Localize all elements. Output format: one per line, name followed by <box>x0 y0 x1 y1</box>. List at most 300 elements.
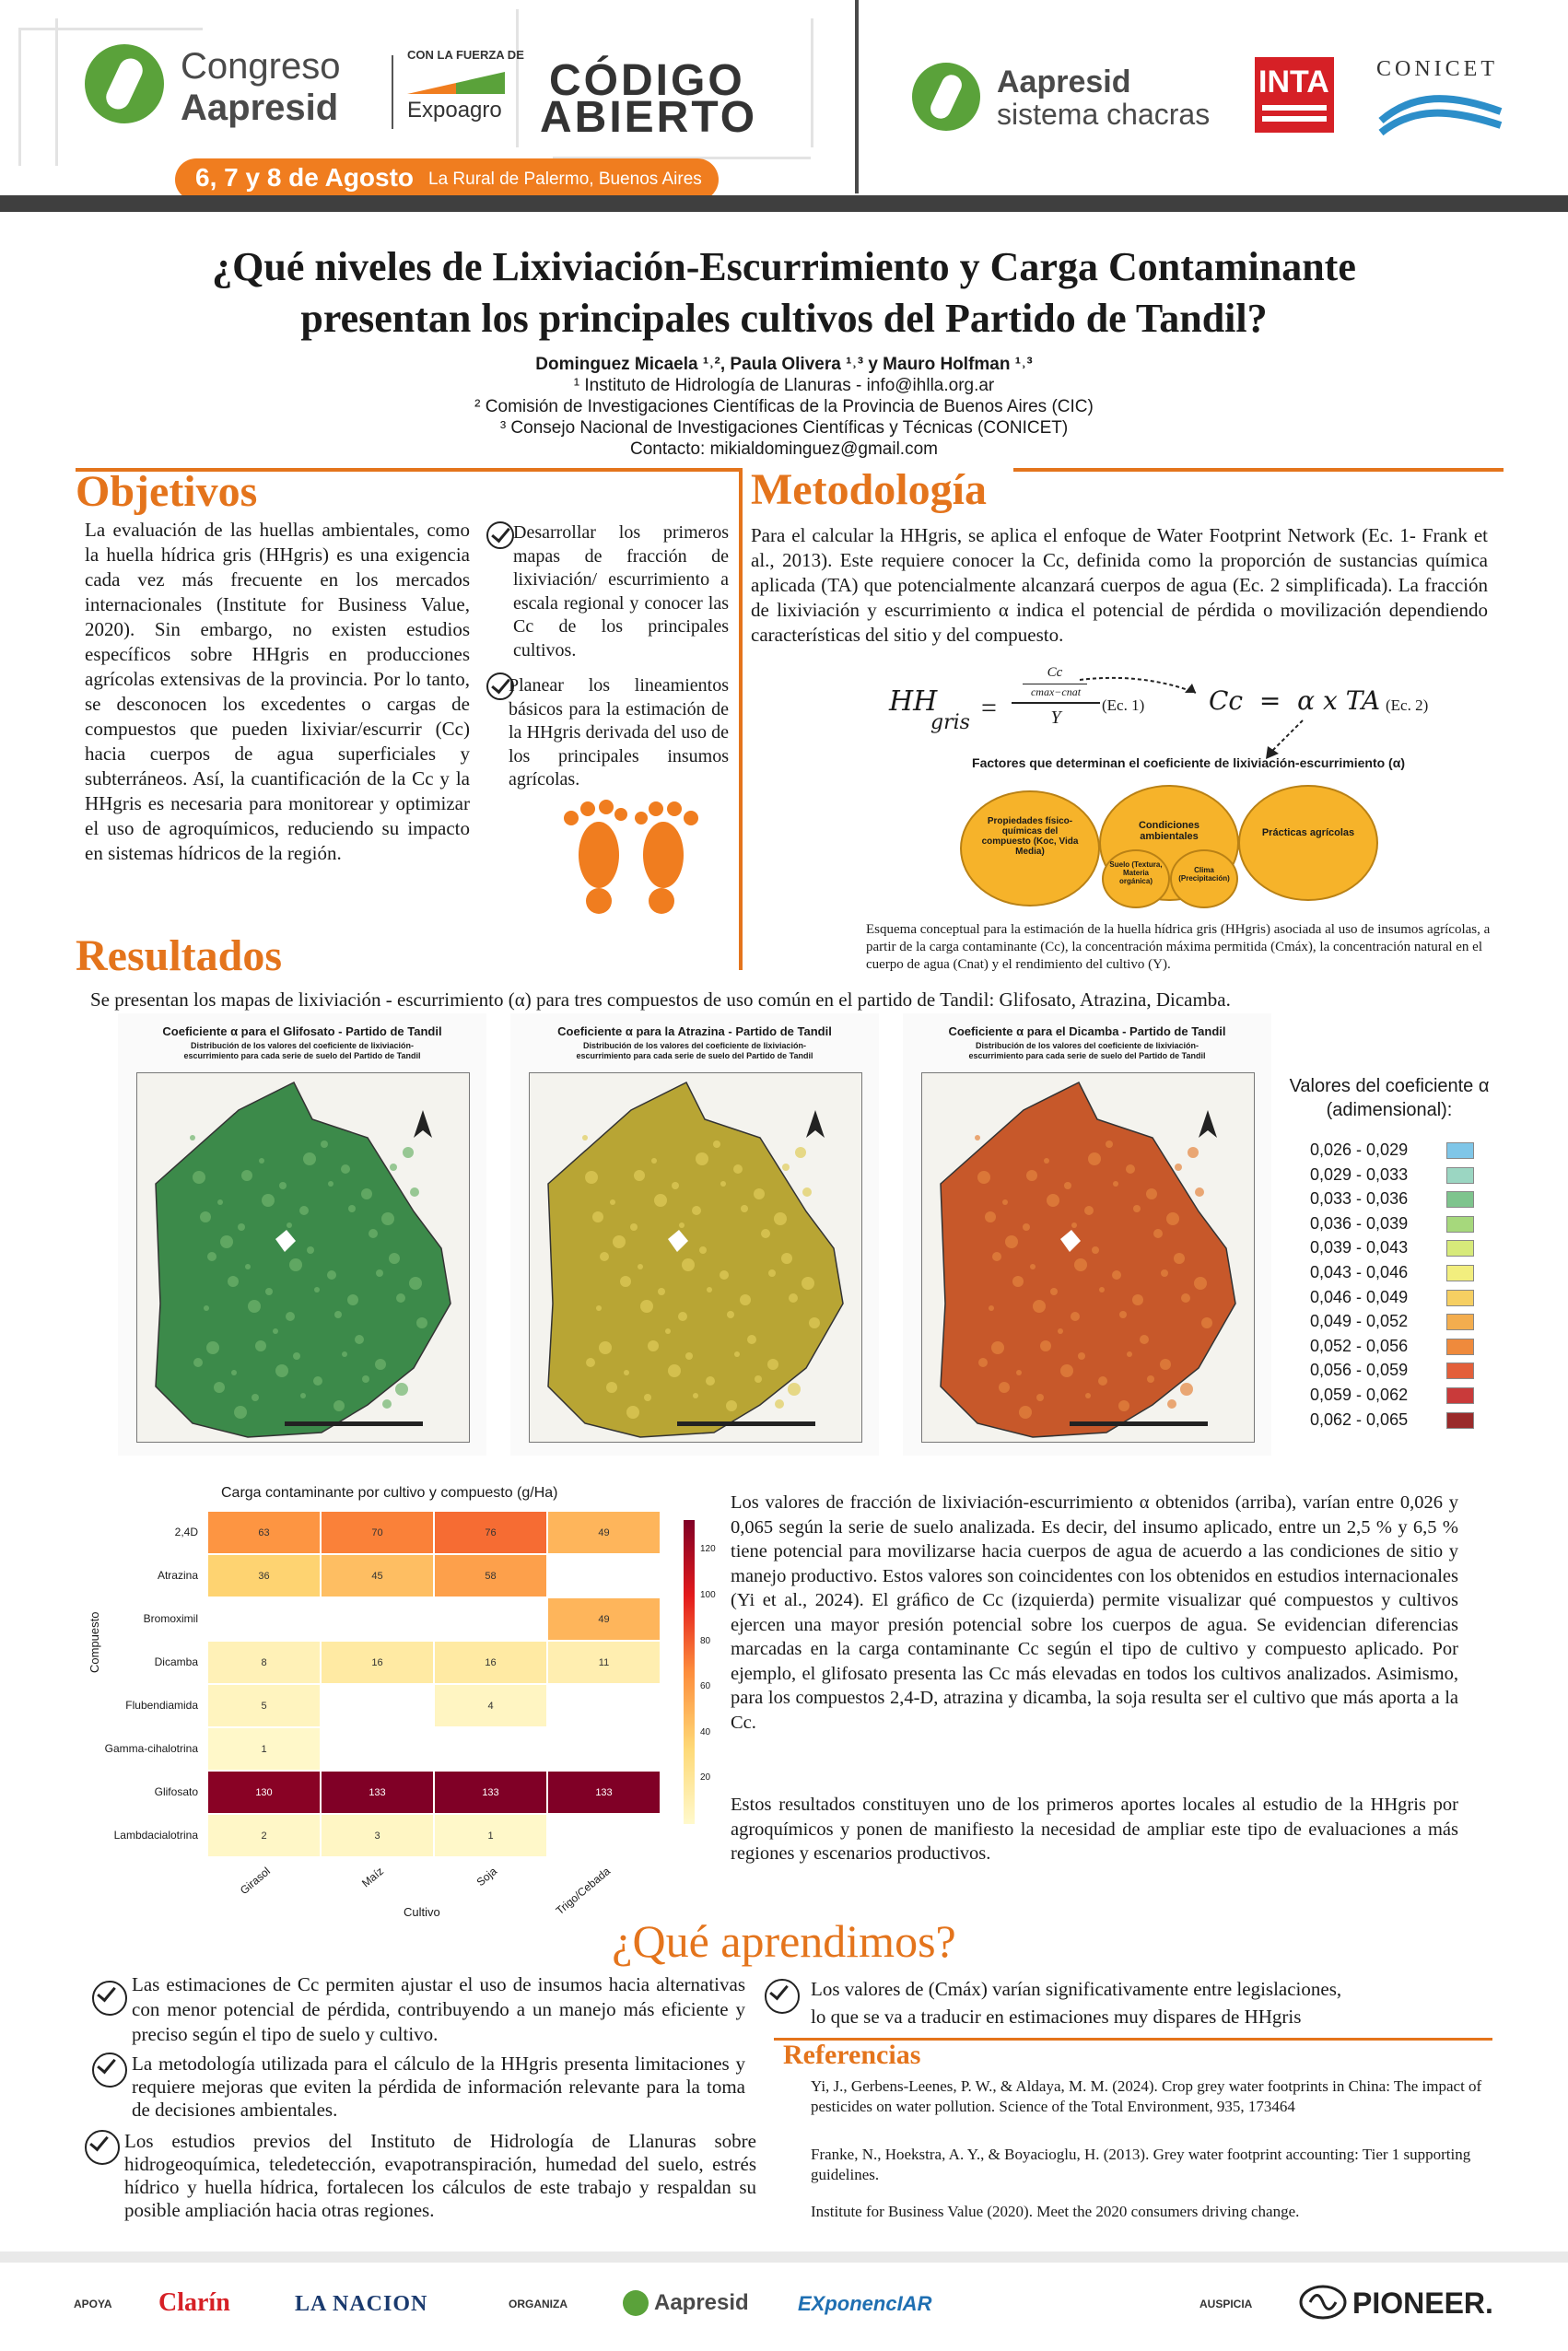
aapresid-text: Aapresid <box>181 88 339 128</box>
heatmap-cell: 8 <box>207 1641 321 1684</box>
conicet-wave-icon <box>1376 88 1505 140</box>
heatmap-cell: 70 <box>321 1511 434 1554</box>
soil-patch <box>755 1375 762 1383</box>
soil-patch <box>1033 1300 1046 1313</box>
heatmap-cell <box>434 1727 547 1771</box>
soil-patch <box>672 1182 679 1189</box>
soil-patch <box>1036 1394 1044 1401</box>
eq1-num: Cc <box>1047 665 1063 680</box>
district-shape <box>548 1082 843 1437</box>
check-icon <box>92 2053 127 2088</box>
soil-patch <box>638 1264 643 1269</box>
soil-patch <box>1088 1152 1101 1165</box>
header-divider <box>855 0 859 193</box>
heatmap-cell: 49 <box>547 1597 661 1641</box>
header-bottom-bar <box>0 195 1568 212</box>
soil-patch <box>362 1375 369 1383</box>
soil-patch <box>241 1170 252 1181</box>
soil-patch <box>207 1252 216 1261</box>
aprendimos-item-1: Las estimaciones de Cc permiten ajustar el uso de insumos hacia alternativas con menor potencial de pérdida, contribuyendo a un manejo más eficiente y preciso según el tipo de suelo y cultivo. <box>132 1973 745 2045</box>
soil-patch <box>1058 1328 1063 1334</box>
eq1-gris: gris <box>930 711 970 734</box>
soil-patch <box>648 1340 659 1351</box>
soil-patch <box>693 1393 698 1398</box>
soil-patch <box>1201 1317 1212 1328</box>
soil-patch <box>1119 1311 1127 1318</box>
soil-patch <box>1126 1164 1135 1174</box>
footer-organiza: ORGANIZA <box>509 2298 568 2310</box>
legend-title: Valores del coeficiente α (adimensional): <box>1289 1076 1490 1120</box>
soil-patch <box>193 1171 205 1184</box>
soil-patch <box>989 1305 994 1311</box>
district-shape <box>156 1082 451 1437</box>
soil-patch <box>741 1205 748 1212</box>
objetivos-body: La evaluación de las huellas ambientales, como la huella hídrica gris (HHgris) es una exigencia cada vez más frecuente en los mercados internacionales (Institute for Business Value, 2020). Sin embargo, no existen estudios específicos sobre HHgris en producciones agrícolas extensivas de la provincia. Por lo tanto, se desconocen los excedentes o cargas de compuestos que pueden lixiviar/escurrir (Cc) hacia cuerpos de agua superficiales y subterráneos. Así, la cuantificación de la Cc y la HHgris es necesaria para monitorear y optimizar el uso de agroquímicos, reduciendo su impacto en sistemas hídricos de la región. <box>85 519 470 864</box>
soil-patch <box>1166 1212 1179 1225</box>
footprints-icon <box>553 800 709 929</box>
soil-patch <box>747 1335 756 1344</box>
soil-patch <box>303 1152 316 1165</box>
soil-patch <box>782 1164 790 1171</box>
soil-patch <box>204 1305 209 1311</box>
eq1-equals: = <box>981 693 997 723</box>
soil-patch <box>713 1140 720 1148</box>
factor-circle-3: Prácticas agrícolas <box>1238 785 1378 901</box>
heatmap-row-label: Atrazina <box>157 1568 198 1582</box>
alpha-map-panel <box>903 1013 1271 1456</box>
soil-patch <box>361 1188 372 1199</box>
soil-patch <box>395 1383 408 1396</box>
aapresid-sc-subtitle: sistema chacras <box>997 98 1211 131</box>
resultados-text-1: Los valores de fracción de lixiviación-escurrimiento α obtenidos (arriba), varían entre 0,026 y 0,065 según la serie de suelo analizada. Es decir, del insumo aplicado, entre un 2,5 % y 6,5 % tiene potencial para movilizarse hacia cuerpos de agua de acuerdo a las condiciones de sitio y manejo productivo. Estos valores son coincidentes con los obtenidos en estudios internacionales (Yi et al., 2024). El gráﬁco de Cc (izquierda) permite visualizar qué compuestos y cultivos ejercen una mayor presión potencial sobre los cuerpos de agua. Se evidencian diferencias marcadas en la carga contaminante Cc según el tipo de cultivo y compuesto aplicado. Por ejemplo, el glifosato presenta las Cc más elevadas en todos los cultivos analizados. Asimismo, para los compuestos 2,4-D, atrazina y dicamba, la soja resulta ser el cultivo que más aporta a la Cc. <box>731 1492 1458 1733</box>
soil-patch <box>692 1206 701 1215</box>
soil-patch <box>286 1312 295 1321</box>
north-arrow-icon <box>414 1110 432 1138</box>
soil-patch <box>1071 1222 1077 1228</box>
soil-patch <box>299 1206 309 1215</box>
soil-patch <box>802 1277 814 1290</box>
legend-swatch <box>1446 1314 1474 1330</box>
scale-bar <box>677 1421 815 1426</box>
abierto-text: ABIERTO <box>540 93 758 142</box>
colorbar-tick: 100 <box>700 1589 716 1600</box>
heatmap-cell <box>547 1554 661 1597</box>
soil-patch <box>775 1399 784 1409</box>
soil-patch <box>1180 1383 1193 1396</box>
metodologia-body: Para el calcular la HHgris, se aplica el enfoque de Water Footprint Network (Ec. 1- Frank et al., 2013). Este requiere conocer la Cc, definida como la proporción de sustancias química aplicada (TA) que potencialmente alcanzará cuerpos de agua (Ec. 2 simplificada). La fracción de lixiviación y escurrimiento α indica el potencial de pérdida o movilización dependiendo características del sitio y del compuesto. <box>751 524 1488 646</box>
soil-patch <box>626 1406 639 1419</box>
soil-patch <box>707 1287 712 1292</box>
soil-patch <box>355 1335 364 1344</box>
legend-label: 0,043 - 0,046 <box>1310 1263 1409 1281</box>
soil-patch <box>630 1223 638 1231</box>
map-title: Coeficiente α para el Glifosato - Partido de Tandil <box>162 1024 442 1038</box>
heatmap-xlabel: Cultivo <box>404 1905 440 1919</box>
soil-patch <box>1026 1170 1037 1181</box>
heatmap-row-label: Glifosato <box>154 1784 198 1798</box>
soil-patch <box>1194 1277 1207 1290</box>
soil-patch <box>279 1182 287 1189</box>
soil-patch <box>1005 1235 1018 1248</box>
heatmap-cell <box>321 1727 434 1771</box>
soil-patch <box>328 1181 333 1187</box>
soil-patch <box>761 1229 770 1238</box>
check-icon <box>765 1979 800 2014</box>
exponenciar-logo: EXponencIAR <box>798 2292 932 2315</box>
heatmap-col-label: Trigo/Cebada <box>553 1865 613 1918</box>
reference-3: Institute for Business Value (2020). Meet the 2020 consumers driving change. <box>811 2203 1300 2220</box>
heatmap-row-label: 2,4D <box>174 1525 198 1538</box>
eq-arrow-icon <box>1078 673 1207 709</box>
soil-patch <box>809 1317 820 1328</box>
soil-patch <box>992 1252 1001 1261</box>
soil-patch <box>754 1188 765 1199</box>
soil-patch <box>977 1171 990 1184</box>
legend-label: 0,049 - 0,052 <box>1310 1312 1409 1331</box>
soil-patch <box>624 1370 629 1375</box>
soil-patch <box>1153 1229 1163 1238</box>
soil-patch <box>991 1341 1004 1354</box>
aapresid-sc-leaf-icon <box>912 63 980 131</box>
event-date: 6, 7 y 8 de Agosto <box>195 163 415 192</box>
soil-patch <box>1040 1340 1051 1351</box>
legend-swatch <box>1446 1240 1474 1257</box>
objetivo-item-2: Planear los lineamientos básicos para la estimación de la HHgris derivada del uso de los principales insumos agrícolas. <box>509 675 729 790</box>
soil-patch <box>1012 1276 1024 1287</box>
soil-patch <box>217 1199 223 1205</box>
heatmap-cell <box>321 1597 434 1641</box>
soil-patch <box>644 1394 651 1401</box>
circuit-line <box>18 28 203 30</box>
soil-patch <box>975 1135 980 1140</box>
soil-patch <box>651 1158 657 1164</box>
soil-patch <box>403 1147 414 1158</box>
soil-patch <box>1127 1351 1132 1357</box>
colorbar-tick: 120 <box>700 1544 716 1555</box>
heatmap-cell: 5 <box>207 1684 321 1727</box>
aprendimos-item-4: Los valores de (Cmáx) varían significativamente entre legislaciones, lo que se va a traducir en estimaciones muy dispares de HHgris <box>811 1978 1342 2028</box>
referencias-heading: Referencias <box>783 2040 921 2070</box>
soil-patch <box>767 1359 778 1370</box>
legend-swatch <box>1446 1387 1474 1404</box>
soil-patch <box>1118 1400 1129 1411</box>
legend-swatch <box>1446 1167 1474 1184</box>
soil-patch <box>1023 1223 1030 1231</box>
heatmap-ylabel: Compuesto <box>88 1611 101 1673</box>
heatmap-col-label: Maíz <box>358 1865 386 1890</box>
soil-patch <box>259 1158 264 1164</box>
factor-circle-4: Suelo (Textura, Materia orgánica) <box>1102 849 1170 908</box>
soil-patch <box>289 1258 302 1271</box>
congreso-text: Congreso <box>181 46 341 87</box>
tandil-map <box>529 1072 862 1443</box>
affiliation-2: ² Comisión de Investigaciones Científicas de la Provincia de Buenos Aires (CIC) <box>474 397 1094 416</box>
soil-patch <box>1174 1253 1185 1264</box>
heatmap-cell <box>547 1814 661 1857</box>
soil-patch <box>245 1264 251 1269</box>
soil-patch <box>610 1199 615 1205</box>
soil-patch <box>696 1152 708 1165</box>
heatmap-cell: 63 <box>207 1511 321 1554</box>
pioneer-logo: PIONEER. <box>1352 2287 1493 2320</box>
heatmap-cell: 1 <box>207 1727 321 1771</box>
soil-patch <box>734 1351 740 1357</box>
reference-1: Yi, J., Gerbens-Leenes, P. W., & Aldaya, M. M. (2024). Crop grey water footprints in China: The impact of pesticides on water pollution. Science of the Total Environment, 935, 173464 <box>811 2077 1482 2115</box>
soil-patch <box>582 1135 588 1140</box>
soil-patch <box>706 1376 715 1386</box>
heatmap-row-label: Dicamba <box>154 1655 198 1668</box>
soil-patch <box>382 1399 392 1409</box>
soil-patch <box>679 1222 685 1228</box>
soil-patch <box>1085 1393 1091 1398</box>
soil-patch <box>1140 1335 1149 1344</box>
aapresid-footer-icon <box>623 2290 649 2316</box>
soil-patch <box>1132 1294 1143 1305</box>
heatmap-cell <box>547 1684 661 1727</box>
soil-patch <box>327 1270 336 1280</box>
legend-label: 0,046 - 0,049 <box>1310 1287 1409 1306</box>
soil-patch <box>273 1328 278 1334</box>
soil-patch <box>1084 1206 1094 1215</box>
circuit-line <box>516 9 519 147</box>
check-icon <box>85 2130 120 2165</box>
soil-patch <box>1099 1287 1105 1292</box>
soil-patch <box>300 1393 306 1398</box>
north-arrow-icon <box>806 1110 825 1138</box>
map-subtitle: Distribución de los valores del coeficiente de lixiviación- escurrimiento para cada serie de suelo del Partido de Tandil <box>183 1041 421 1060</box>
soil-patch <box>999 1382 1010 1393</box>
resultados-intro: Se presentan los mapas de lixiviación - escurrimiento (α) para tres compuestos de uso común en el partido de Tandil: Glifosato, Atrazina, Dicamba. <box>90 988 1231 1011</box>
heatmap-cell: 36 <box>207 1554 321 1597</box>
heatmap-row-label: Flubendiamida <box>125 1698 198 1712</box>
legend-label: 0,036 - 0,039 <box>1310 1213 1409 1233</box>
colorbar-tick: 20 <box>700 1772 711 1784</box>
objetivo-item-1: Desarrollar los primeros mapas de fracción de lixiviación/ escurrimiento a escala regional y conocer las Cc de los principales cultivos. <box>513 522 729 661</box>
poster-header <box>0 0 1568 212</box>
resultados-heading: Resultados <box>76 931 283 980</box>
legend-label: 0,062 - 0,065 <box>1310 1409 1409 1429</box>
soil-patch <box>389 1253 400 1264</box>
soil-patch <box>1146 1188 1157 1199</box>
scale-bar <box>285 1421 423 1426</box>
heatmap-cell: 3 <box>321 1814 434 1857</box>
metodologia-caption: Esquema conceptual para la estimación de la huella hídrica gris (HHgris) asociada al uso de insumos agrícolas, a partir de la carga contaminante (Cc), la concentración máxima permitida (Cmáx), la concentración natural en el cuerpo de agua (Cnat) y el rendimiento del cultivo (Y). <box>866 922 1491 972</box>
legend-swatch <box>1446 1142 1474 1159</box>
soil-patch <box>206 1341 219 1354</box>
heatmap-cell <box>434 1597 547 1641</box>
objetivos-heading: Objetivos <box>76 467 258 516</box>
soil-patch <box>740 1294 751 1305</box>
north-arrow-icon <box>1199 1110 1217 1138</box>
soil-patch <box>234 1406 247 1419</box>
scale-bar <box>1070 1421 1208 1426</box>
soil-patch <box>658 1288 665 1295</box>
soil-patch <box>265 1288 273 1295</box>
soil-patch <box>390 1164 397 1171</box>
soil-patch <box>262 1194 275 1207</box>
soil-patch <box>214 1382 225 1393</box>
circuit-line <box>18 28 21 166</box>
soil-patch <box>381 1212 394 1225</box>
heatmap-cell <box>321 1684 434 1727</box>
tandil-map <box>136 1072 470 1443</box>
soil-patch <box>252 1394 259 1401</box>
aapresid-footer-logo: Aapresid <box>654 2290 749 2315</box>
soil-patch <box>410 1187 419 1197</box>
soil-patch <box>654 1194 667 1207</box>
legend-label: 0,039 - 0,043 <box>1310 1238 1409 1257</box>
aprendimos-item-3: Los estudios previos del Instituto de Hidrología de Llanuras sobre hidrogeoquímica, teledetección, evapotranspiración, humedad del suelo, estrés hídrico y huella hídrica, fortalecen los cálculos de este trabajo y respaldan su posible ampliación hacia otras regiones. <box>124 2130 756 2221</box>
soil-patch <box>699 1246 707 1254</box>
soil-patch <box>307 1246 314 1254</box>
soil-patch <box>978 1358 988 1367</box>
heatmap-cell: 16 <box>321 1641 434 1684</box>
soil-patch <box>1133 1205 1141 1212</box>
legend-swatch <box>1446 1412 1474 1429</box>
soil-patch <box>193 1358 203 1367</box>
legend-swatch <box>1446 1265 1474 1281</box>
title-line-1: ¿Qué niveles de Lixiviación-Escurrimiento y Carga Contaminante <box>212 244 1356 289</box>
heatmap-cell: 49 <box>547 1511 661 1554</box>
soil-patch <box>200 1211 211 1222</box>
soil-patch <box>795 1147 806 1158</box>
heatmap-cell: 2 <box>207 1814 321 1857</box>
soil-patch <box>369 1229 378 1238</box>
map-subtitle: Distribución de los valores del coeficiente de lixiviación- escurrimiento para cada serie de suelo del Partido de Tandil <box>968 1041 1206 1060</box>
soil-patch <box>789 1293 798 1303</box>
soil-patch <box>685 1352 693 1360</box>
soil-patch <box>1050 1288 1058 1295</box>
soil-patch <box>1030 1264 1036 1269</box>
reference-2: Franke, N., Hoekstra, A. Y., & Boyacioglu, H. (2013). Grey water footprint accounting: Tier 1 supporting guidelines. <box>811 2146 1471 2183</box>
soil-patch <box>1002 1199 1008 1205</box>
footer-auspicia: AUSPICIA <box>1199 2298 1253 2310</box>
alpha-map-panel <box>118 1013 486 1456</box>
eq2-label: (Ec. 2) <box>1386 696 1429 714</box>
inta-logo: INTA <box>1255 57 1334 133</box>
soil-patch <box>586 1358 595 1367</box>
heatmap-cell: 130 <box>207 1771 321 1814</box>
soil-patch <box>1160 1359 1171 1370</box>
district-shape <box>941 1082 1235 1437</box>
soil-patch <box>416 1317 427 1328</box>
legend-swatch <box>1446 1216 1474 1233</box>
con-la-fuerza-text: CON LA FUERZA DE <box>407 48 524 62</box>
soil-patch <box>774 1212 787 1225</box>
soil-patch <box>665 1328 671 1334</box>
heatmap-chart <box>55 1502 716 1918</box>
soil-patch <box>668 1364 681 1377</box>
legend-swatch <box>1446 1191 1474 1208</box>
soil-patch <box>720 1181 726 1187</box>
legend-label: 0,059 - 0,062 <box>1310 1386 1409 1404</box>
soil-patch <box>1092 1246 1099 1254</box>
eq1-hh: HH <box>889 685 938 718</box>
soil-patch <box>585 1171 598 1184</box>
authors-block <box>0 354 1568 460</box>
soil-patch <box>231 1370 237 1375</box>
soil-patch <box>1113 1181 1118 1187</box>
soil-patch <box>1071 1312 1080 1321</box>
factor-circle-2: Condiciones ambientales <box>1099 785 1239 901</box>
lanacion-logo: LA NACION <box>295 2292 428 2316</box>
heatmap-cell: 133 <box>434 1771 547 1814</box>
legend-label: 0,052 - 0,056 <box>1310 1336 1409 1355</box>
soil-patch <box>634 1170 645 1181</box>
title-line-2: presentan los principales cultivos del Partido de Tandil? <box>300 296 1268 341</box>
footer-apoya: APOYA <box>74 2298 112 2310</box>
soil-patch <box>375 1359 386 1370</box>
soil-patch <box>348 1205 356 1212</box>
heatmap-cell: 58 <box>434 1554 547 1597</box>
poster-title <box>0 241 1568 345</box>
soil-patch <box>1060 1364 1073 1377</box>
colorbar-tick: 60 <box>700 1681 711 1692</box>
soil-patch <box>1106 1140 1113 1148</box>
soil-patch <box>726 1400 737 1411</box>
soil-patch <box>720 1270 729 1280</box>
legend-label: 0,029 - 0,033 <box>1310 1164 1409 1184</box>
heatmap-colorbar <box>684 1520 695 1824</box>
map-title: Coeficiente α para la Atrazina - Partido de Tandil <box>557 1024 832 1038</box>
soil-patch <box>376 1269 383 1277</box>
metodologia-heading: Metodología <box>751 465 987 514</box>
soil-patch <box>768 1269 776 1277</box>
soil-patch <box>600 1252 609 1261</box>
soil-patch <box>1112 1270 1121 1280</box>
contact: Contacto: mikialdominguez@gmail.com <box>630 439 938 459</box>
pioneer-icon <box>1299 2285 1347 2320</box>
legend-swatch <box>1446 1290 1474 1306</box>
column-divider <box>739 468 743 970</box>
soil-patch <box>606 1382 617 1393</box>
soil-patch <box>1047 1194 1059 1207</box>
heatmap-col-label: Soja <box>474 1865 499 1889</box>
soil-patch <box>275 1364 288 1377</box>
soil-patch <box>1195 1187 1204 1197</box>
metodologia-rule <box>1013 468 1504 472</box>
soil-patch <box>599 1341 612 1354</box>
event-place: La Rural de Palermo, Buenos Aires <box>428 170 702 189</box>
soil-patch <box>985 1211 996 1222</box>
heatmap-cell: 4 <box>434 1684 547 1727</box>
legend-swatch <box>1446 1339 1474 1355</box>
tandil-map <box>921 1072 1255 1443</box>
resultados-text-2: Estos resultados constituyen uno de los primeros aportes locales al estudio de la HHgris por agroquímicos y ponen de manifiesto la necesidad de ampliar este tipo de evaluaciones a más regiones y escenarios productivos. <box>731 1795 1458 1864</box>
eq1-den: Y <box>1050 708 1061 728</box>
soil-patch <box>321 1140 328 1148</box>
soil-patch <box>190 1135 195 1140</box>
map-title: Coeficiente α para el Dicamba - Partido de Tandil <box>948 1024 1226 1038</box>
colorbar-tick: 40 <box>700 1726 711 1737</box>
soil-patch <box>255 1340 266 1351</box>
circuit-line <box>55 18 58 166</box>
heatmap-cell: 133 <box>547 1771 661 1814</box>
colorbar-tick: 80 <box>700 1635 711 1646</box>
clarin-logo: Clarín <box>158 2288 230 2317</box>
heatmap-cell <box>547 1727 661 1771</box>
soil-patch <box>1161 1269 1168 1277</box>
soil-patch <box>613 1235 626 1248</box>
soil-patch <box>333 1400 345 1411</box>
soil-patch <box>1074 1258 1087 1271</box>
heatmap-col-label: Girasol <box>237 1865 273 1898</box>
heatmap-cell: 1 <box>434 1814 547 1857</box>
heatmap-row-label: Bromoximil <box>143 1611 198 1625</box>
soil-patch <box>592 1211 603 1222</box>
soil-patch <box>1167 1399 1176 1409</box>
soil-patch <box>1016 1370 1022 1375</box>
